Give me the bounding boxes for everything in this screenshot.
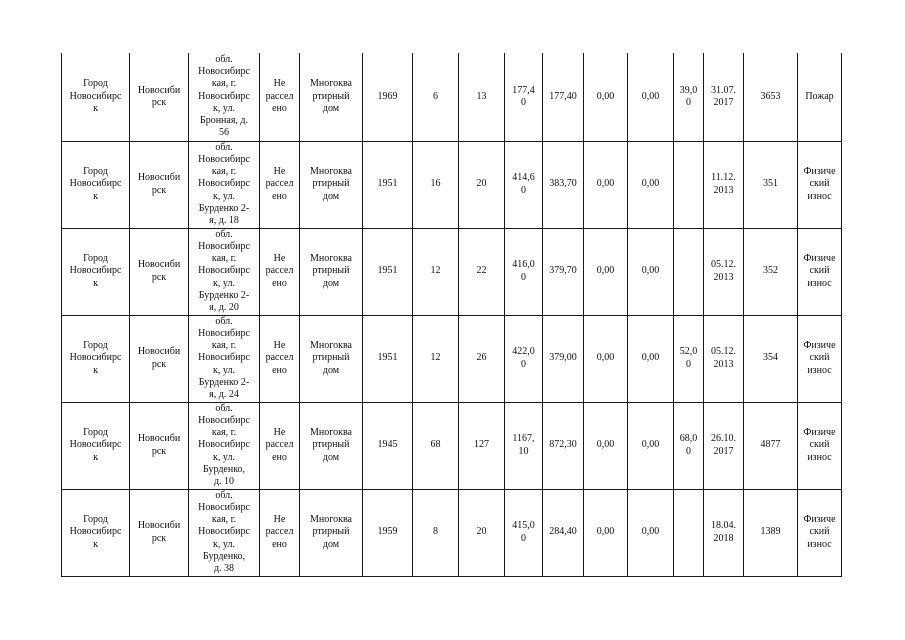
value-cell-5: 68,0 0	[674, 402, 704, 489]
table-row	[62, 489, 842, 576]
housing-table	[61, 53, 842, 577]
date-cell: 05.12. 2013	[704, 315, 744, 402]
value-cell-3: 0,00	[584, 141, 628, 228]
total-area-cell: 422,0 0	[505, 315, 543, 402]
address-cell: обл. Новосибирс кая, г. Новосибирс к, ул. Бурденко 2- я, д. 18	[189, 141, 260, 228]
value-cell-5	[674, 489, 704, 576]
address-cell: обл. Новосибирс кая, г. Новосибирс к, ул. Бронная, д. 56	[189, 53, 260, 141]
reason-cell: Пожар	[798, 53, 842, 141]
status-cell: Не рассел ено	[260, 228, 300, 315]
date-cell: 18.04. 2018	[704, 489, 744, 576]
value-cell-3: 0,00	[584, 489, 628, 576]
value-cell-1: 12	[413, 228, 459, 315]
address-cell: обл. Новосибирс кая, г. Новосибирс к, ул. Бурденко 2- я, д. 24	[189, 315, 260, 402]
building-type-cell: Многоква ртирный дом	[300, 315, 363, 402]
value-cell-1: 16	[413, 141, 459, 228]
city-cell: Город Новосибирс к	[62, 489, 130, 576]
value-cell-4: 0,00	[628, 228, 674, 315]
total-area-cell: 177,4 0	[505, 53, 543, 141]
value-cell-4: 0,00	[628, 489, 674, 576]
city-cell: Город Новосибирс к	[62, 141, 130, 228]
date-cell: 11.12. 2013	[704, 141, 744, 228]
value-cell-4: 0,00	[628, 402, 674, 489]
date-cell: 26.10. 2017	[704, 402, 744, 489]
total-area-cell: 414,6 0	[505, 141, 543, 228]
city-cell: Город Новосибирс к	[62, 402, 130, 489]
value-cell-3: 0,00	[584, 315, 628, 402]
status-cell: Не рассел ено	[260, 402, 300, 489]
value-cell-1: 68	[413, 402, 459, 489]
value-cell-1: 6	[413, 53, 459, 141]
living-area-cell: 379,00	[543, 315, 584, 402]
value-cell-5	[674, 141, 704, 228]
reason-cell: Физиче ский износ	[798, 402, 842, 489]
status-cell: Не рассел ено	[260, 53, 300, 141]
value-cell-2: 13	[459, 53, 505, 141]
status-cell: Не рассел ено	[260, 141, 300, 228]
total-area-cell: 1167, 10	[505, 402, 543, 489]
value-cell-4: 0,00	[628, 141, 674, 228]
table-row	[62, 402, 842, 489]
address-cell: обл. Новосибирс кая, г. Новосибирс к, ул. Бурденко 2- я, д. 20	[189, 228, 260, 315]
value-cell-2: 26	[459, 315, 505, 402]
district-cell: Новосиби рск	[130, 228, 189, 315]
living-area-cell: 383,70	[543, 141, 584, 228]
table-row	[62, 53, 842, 141]
reason-cell: Физиче ский износ	[798, 315, 842, 402]
reason-cell: Физиче ский износ	[798, 489, 842, 576]
year-cell: 1959	[363, 489, 413, 576]
document-number-cell: 4877	[744, 402, 798, 489]
building-type-cell: Многоква ртирный дом	[300, 489, 363, 576]
value-cell-3: 0,00	[584, 53, 628, 141]
status-cell: Не рассел ено	[260, 489, 300, 576]
city-cell: Город Новосибирс к	[62, 53, 130, 141]
year-cell: 1945	[363, 402, 413, 489]
district-cell: Новосиби рск	[130, 315, 189, 402]
address-cell: обл. Новосибирс кая, г. Новосибирс к, ул. Бурденко, д. 38	[189, 489, 260, 576]
document-number-cell: 351	[744, 141, 798, 228]
value-cell-2: 127	[459, 402, 505, 489]
table-row	[62, 141, 842, 228]
living-area-cell: 872,30	[543, 402, 584, 489]
table-row	[62, 228, 842, 315]
value-cell-2: 20	[459, 489, 505, 576]
year-cell: 1951	[363, 228, 413, 315]
total-area-cell: 416,0 0	[505, 228, 543, 315]
building-type-cell: Многоква ртирный дом	[300, 53, 363, 141]
address-cell: обл. Новосибирс кая, г. Новосибирс к, ул. Бурденко, д. 10	[189, 402, 260, 489]
year-cell: 1969	[363, 53, 413, 141]
value-cell-3: 0,00	[584, 228, 628, 315]
table-row	[62, 315, 842, 402]
value-cell-5: 52,0 0	[674, 315, 704, 402]
document-number-cell: 3653	[744, 53, 798, 141]
date-cell: 05.12. 2013	[704, 228, 744, 315]
document-number-cell: 1389	[744, 489, 798, 576]
date-cell: 31.07. 2017	[704, 53, 744, 141]
status-cell: Не рассел ено	[260, 315, 300, 402]
value-cell-4: 0,00	[628, 315, 674, 402]
total-area-cell: 415,0 0	[505, 489, 543, 576]
value-cell-2: 22	[459, 228, 505, 315]
value-cell-4: 0,00	[628, 53, 674, 141]
living-area-cell: 379,70	[543, 228, 584, 315]
document-number-cell: 354	[744, 315, 798, 402]
city-cell: Город Новосибирс к	[62, 315, 130, 402]
district-cell: Новосиби рск	[130, 402, 189, 489]
city-cell: Город Новосибирс к	[62, 228, 130, 315]
building-type-cell: Многоква ртирный дом	[300, 228, 363, 315]
table-body	[62, 53, 842, 576]
living-area-cell: 177,40	[543, 53, 584, 141]
value-cell-1: 8	[413, 489, 459, 576]
district-cell: Новосиби рск	[130, 489, 189, 576]
district-cell: Новосиби рск	[130, 53, 189, 141]
living-area-cell: 284,40	[543, 489, 584, 576]
building-type-cell: Многоква ртирный дом	[300, 402, 363, 489]
value-cell-2: 20	[459, 141, 505, 228]
reason-cell: Физиче ский износ	[798, 141, 842, 228]
building-type-cell: Многоква ртирный дом	[300, 141, 363, 228]
document-number-cell: 352	[744, 228, 798, 315]
value-cell-1: 12	[413, 315, 459, 402]
value-cell-5	[674, 228, 704, 315]
reason-cell: Физиче ский износ	[798, 228, 842, 315]
value-cell-5: 39,0 0	[674, 53, 704, 141]
year-cell: 1951	[363, 315, 413, 402]
district-cell: Новосиби рск	[130, 141, 189, 228]
year-cell: 1951	[363, 141, 413, 228]
value-cell-3: 0,00	[584, 402, 628, 489]
